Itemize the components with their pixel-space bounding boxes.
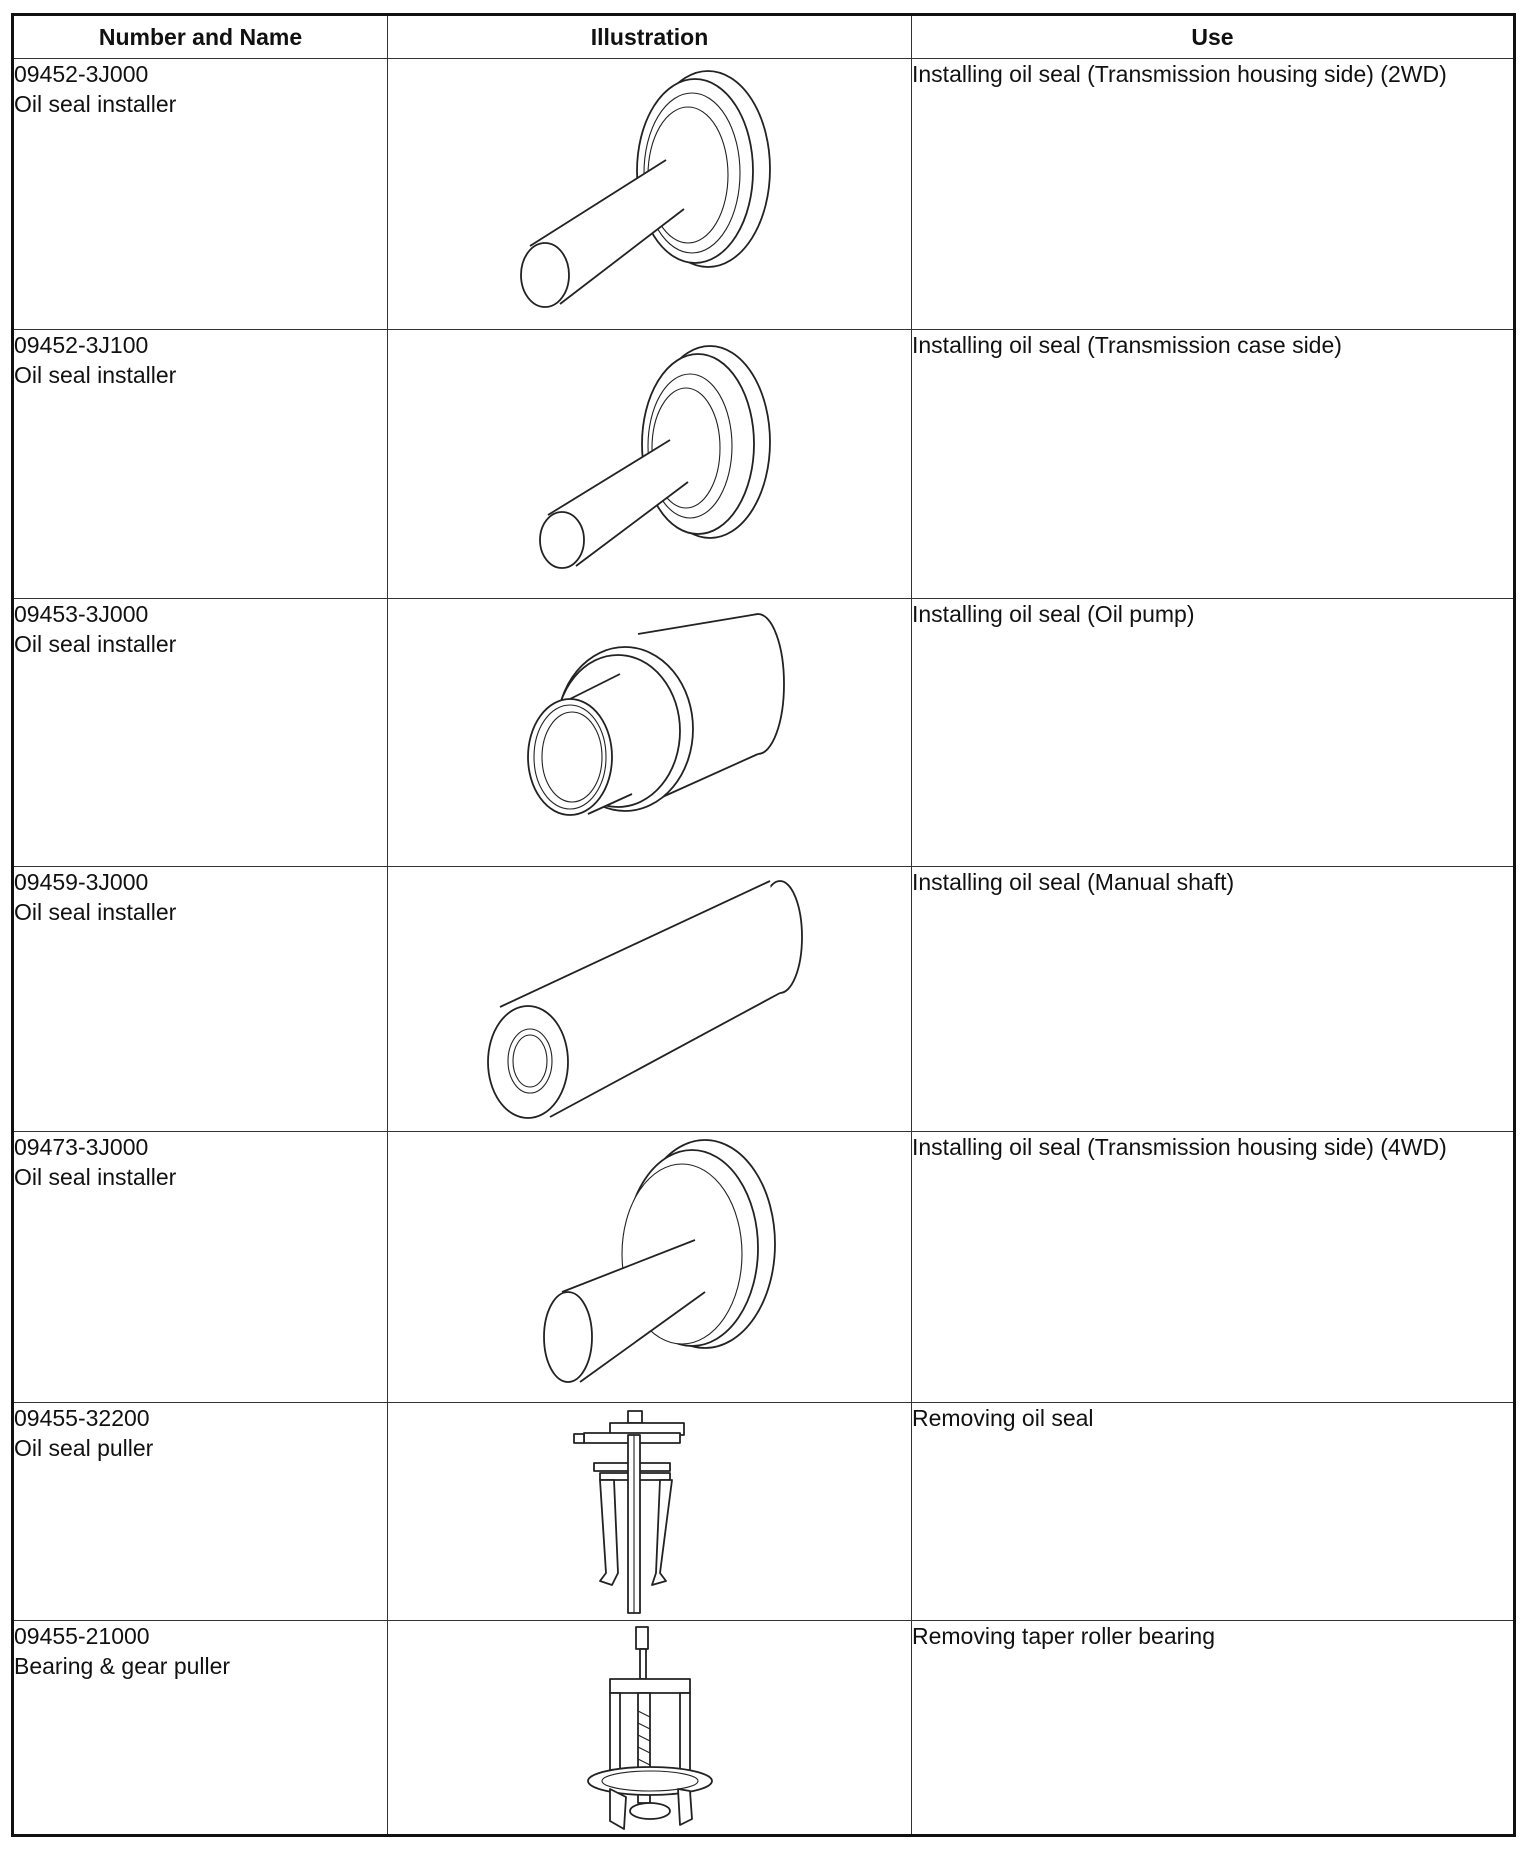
- tool-use-cell: Installing oil seal (Transmission housing side) (2WD): [912, 59, 1515, 330]
- tool-number-name-cell: [13, 1403, 388, 1621]
- table-row: [13, 59, 1515, 330]
- tool-illustration-cell: [388, 330, 912, 599]
- oil-seal-installer-icon: [500, 1132, 800, 1400]
- header-number-name: Number and Name: [13, 15, 388, 59]
- tool-name: Oil seal installer: [14, 631, 177, 657]
- stepped-oil-seal-installer-icon: [500, 599, 800, 863]
- tool-use-cell: Installing oil seal (Transmission case side): [912, 330, 1515, 599]
- tool-name: Oil seal installer: [14, 91, 177, 117]
- table-row: [13, 1132, 1515, 1403]
- tool-illustration-cell: [388, 867, 912, 1132]
- tool-illustration-cell: [388, 599, 912, 867]
- tool-name: Bearing & gear puller: [14, 1653, 231, 1679]
- tool-number: 09452-3J100: [14, 332, 149, 358]
- table-row: [13, 330, 1515, 599]
- header-illustration: Illustration: [388, 15, 912, 59]
- tool-number-name-cell: [13, 59, 388, 330]
- tool-illustration-cell: [388, 1621, 912, 1836]
- tool-number: 09473-3J000: [14, 1134, 149, 1160]
- tube-installer-icon: [480, 867, 820, 1129]
- table-row: [13, 1403, 1515, 1621]
- tool-name: Oil seal puller: [14, 1435, 154, 1461]
- tool-number-name-cell: [13, 330, 388, 599]
- tool-illustration-cell: [388, 59, 912, 330]
- special-tools-table: [11, 13, 1516, 1837]
- header-row: [13, 15, 1515, 59]
- tool-use-cell: Installing oil seal (Transmission housing side) (4WD): [912, 1132, 1515, 1403]
- oil-seal-installer-icon: [500, 59, 800, 327]
- table-row: [13, 599, 1515, 867]
- tool-use-cell: Removing oil seal: [912, 1403, 1515, 1621]
- tool-use-cell: Installing oil seal (Oil pump): [912, 599, 1515, 867]
- tool-number-name-cell: [13, 867, 388, 1132]
- tool-use-cell: Removing taper roller bearing: [912, 1621, 1515, 1836]
- bearing-gear-puller-icon: [570, 1621, 730, 1833]
- table-row: [13, 867, 1515, 1132]
- tool-number: 09452-3J000: [14, 61, 149, 87]
- header-use: Use: [912, 15, 1515, 59]
- tool-use-cell: Installing oil seal (Manual shaft): [912, 867, 1515, 1132]
- tool-number-name-cell: [13, 1132, 388, 1403]
- tool-name: Oil seal installer: [14, 899, 177, 925]
- tool-number: 09459-3J000: [14, 869, 149, 895]
- tool-number: 09455-21000: [14, 1623, 150, 1649]
- oil-seal-puller-icon: [560, 1403, 740, 1617]
- oil-seal-installer-icon: [500, 330, 800, 594]
- tool-number: 09453-3J000: [14, 601, 149, 627]
- tool-number-name-cell: [13, 1621, 388, 1836]
- tool-illustration-cell: [388, 1132, 912, 1403]
- tool-number-name-cell: [13, 599, 388, 867]
- table-row: [13, 1621, 1515, 1836]
- tool-name: Oil seal installer: [14, 1164, 177, 1190]
- tool-number: 09455-32200: [14, 1405, 150, 1431]
- tool-name: Oil seal installer: [14, 362, 177, 388]
- tool-illustration-cell: [388, 1403, 912, 1621]
